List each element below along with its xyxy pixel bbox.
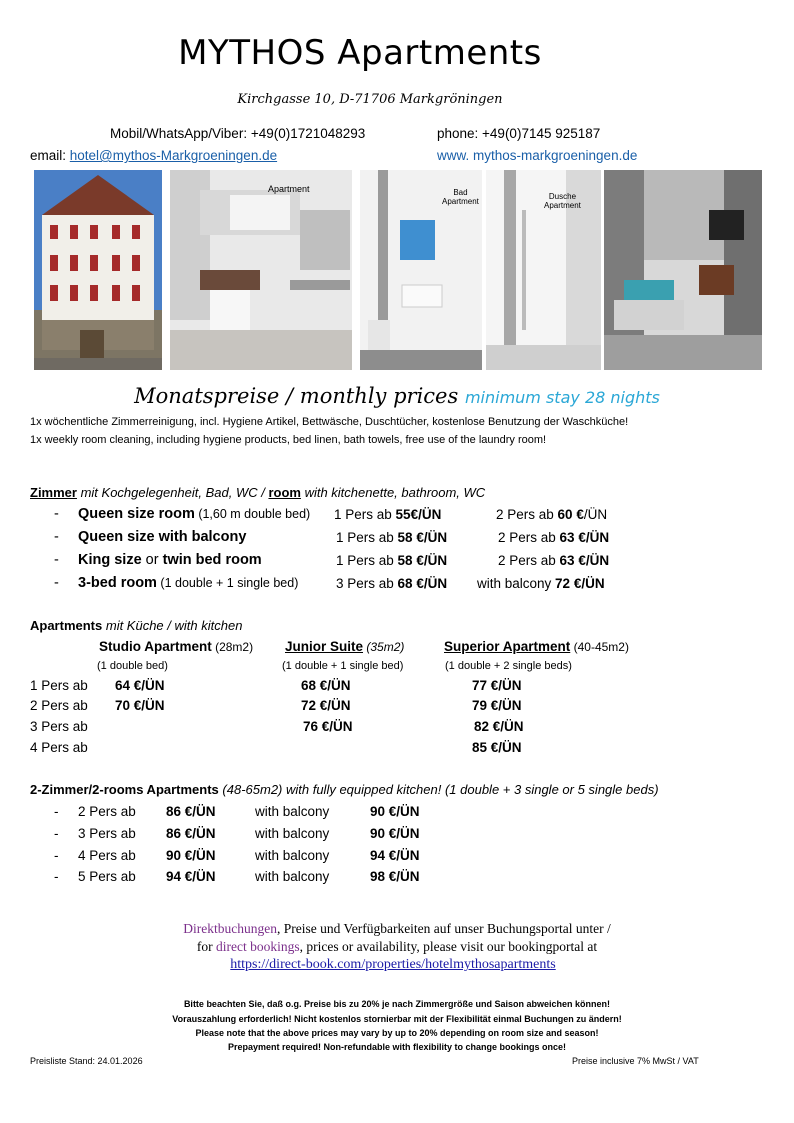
apt-price-superior: 77 €/ÜN bbox=[472, 678, 522, 693]
studio-beds: (1 double bed) bbox=[97, 660, 168, 672]
booking-line-en: for direct bookings, prices or availability, please visit our bookingportal at bbox=[196, 939, 598, 954]
info-en: 1x weekly room cleaning, including hygiene products, bed linen, bath towels, free use of the laundry room! bbox=[30, 434, 547, 446]
dusche-label: Dusche Apartment bbox=[544, 192, 581, 210]
email-row bbox=[30, 148, 277, 163]
email-link[interactable]: hotel@mythos-Markgroeningen.de bbox=[69, 148, 278, 163]
superior-header: Superior Apartment (40-45m2) bbox=[444, 639, 629, 654]
room-price-1: 1 Pers ab 58 €/ÜN bbox=[336, 553, 448, 568]
note-line: Vorauszahlung erforderlich! Nicht kostenlos stornierbar mit der Flexibilität einmal Buchungen zu ändern! bbox=[172, 1014, 622, 1024]
room-name: 3-bed room (1 double + 1 single bed) bbox=[78, 575, 299, 591]
bathroom-photo bbox=[360, 170, 482, 370]
two-room-balcony-label: with balcony bbox=[255, 869, 330, 884]
note-line: Bitte beachten Sie, daß o.g. Preise bis zu 20% je nach Zimmergröße und Saison abweichen können! bbox=[183, 999, 611, 1009]
website-link[interactable]: www. mythos-markgroeningen.de bbox=[437, 148, 638, 163]
two-room-balcony-price: 90 €/ÜN bbox=[370, 826, 420, 841]
footer-date: Preisliste Stand: 24.01.2026 bbox=[30, 1056, 143, 1066]
bad-label: Bad Apartment bbox=[442, 188, 479, 206]
room-price-2: 2 Pers ab 63 €/ÜN bbox=[498, 530, 610, 545]
two-room-bullet: - bbox=[54, 848, 59, 863]
room-name: Queen size room (1,60 m double bed) bbox=[78, 506, 311, 522]
room-row: - bbox=[54, 552, 59, 568]
room-price-2: 2 Pers ab 63 €/ÜN bbox=[498, 553, 610, 568]
room-row: - bbox=[54, 529, 59, 545]
apt-price-superior: 82 €/ÜN bbox=[474, 719, 524, 734]
room-name: King size or twin bed room bbox=[78, 552, 262, 568]
address: Kirchgasse 10, D-71706 Markgröningen bbox=[237, 92, 503, 107]
two-room-balcony-price: 90 €/ÜN bbox=[370, 804, 420, 819]
two-room-price: 94 €/ÜN bbox=[166, 869, 216, 884]
phone-number: phone: +49(0)7145 925187 bbox=[437, 126, 601, 141]
two-room-balcony-price: 98 €/ÜN bbox=[370, 869, 420, 884]
two-room-price: 86 €/ÜN bbox=[166, 826, 216, 841]
junior-beds: (1 double + 1 single bed) bbox=[282, 660, 404, 672]
two-rooms-heading: 2-Zimmer/2-rooms Apartments (48-65m2) with fully equipped kitchen! (1 double + 3 single or 5 single beds) bbox=[30, 782, 659, 797]
two-room-balcony-label: with balcony bbox=[255, 826, 330, 841]
apt-row-label: 1 Pers ab bbox=[30, 678, 88, 693]
room-price-2: 2 Pers ab 60 €/ÜN bbox=[496, 507, 608, 522]
booking-line-de: Direktbuchungen, Preise und Verfügbarkeiten auf unser Buchungsportal unter / bbox=[183, 921, 611, 936]
building-photo bbox=[34, 170, 162, 370]
page-title: MYTHOS Apartments bbox=[178, 33, 542, 73]
apartment-label: Apartment bbox=[268, 184, 310, 194]
two-room-label: 3 Pers ab bbox=[78, 826, 136, 841]
room-price-2: with balcony 72 €/ÜN bbox=[477, 576, 605, 591]
junior-header: Junior Suite (35m2) bbox=[285, 639, 405, 654]
two-room-bullet: - bbox=[54, 804, 59, 819]
studio-header: Studio Apartment (28m2) bbox=[99, 639, 254, 654]
booking-url-link[interactable]: https://direct-book.com/properties/hotelmythosapartments bbox=[230, 957, 556, 972]
email-label: email: bbox=[30, 148, 67, 163]
two-room-price: 86 €/ÜN bbox=[166, 804, 216, 819]
room-row: - bbox=[54, 575, 59, 591]
prices-title: Monatspreise / monthly prices minimum stay 28 nights bbox=[134, 384, 660, 408]
note-line: Please note that the above prices may vary by up to 20% depending on room size and season! bbox=[195, 1028, 599, 1038]
room-price-1: 3 Pers ab 68 €/ÜN bbox=[336, 576, 448, 591]
mobile-number: Mobil/WhatsApp/Viber: +49(0)1721048293 bbox=[110, 126, 366, 141]
rooms-heading: Zimmer mit Kochgelegenheit, Bad, WC / room with kitchenette, bathroom, WC bbox=[30, 485, 486, 500]
two-room-label: 2 Pers ab bbox=[78, 804, 136, 819]
apt-price-junior: 76 €/ÜN bbox=[303, 719, 353, 734]
room-name: Queen size with balcony bbox=[78, 529, 247, 545]
apt-row-label: 3 Pers ab bbox=[30, 719, 88, 734]
apt-row-label: 4 Pers ab bbox=[30, 740, 88, 755]
apt-price-superior: 79 €/ÜN bbox=[472, 698, 522, 713]
shower-photo bbox=[486, 170, 601, 370]
apartment-photo bbox=[170, 170, 352, 370]
apt-price-junior: 68 €/ÜN bbox=[301, 678, 351, 693]
two-room-label: 5 Pers ab bbox=[78, 869, 136, 884]
two-room-balcony-label: with balcony bbox=[255, 804, 330, 819]
superior-beds: (1 double + 2 single beds) bbox=[445, 660, 572, 672]
room-row: - bbox=[54, 506, 59, 522]
min-stay: minimum stay 28 nights bbox=[464, 388, 660, 407]
living-room-photo bbox=[604, 170, 762, 370]
apt-price-studio: 64 €/ÜN bbox=[115, 678, 165, 693]
two-room-price: 90 €/ÜN bbox=[166, 848, 216, 863]
two-room-bullet: - bbox=[54, 826, 59, 841]
apt-price-superior: 85 €/ÜN bbox=[472, 740, 522, 755]
two-room-bullet: - bbox=[54, 869, 59, 884]
info-de: 1x wöchentliche Zimmerreinigung, incl. Hygiene Artikel, Bettwäsche, Duschtücher, kostenlose Benutzung der Waschküche! bbox=[30, 416, 629, 428]
apt-price-studio: 70 €/ÜN bbox=[115, 698, 165, 713]
note-line: Prepayment required! Non-refundable with flexibility to change bookings once! bbox=[227, 1042, 567, 1052]
room-price-1: 1 Pers ab 55€/ÜN bbox=[334, 507, 442, 522]
footer-vat: Preise inclusive 7% MwSt / VAT bbox=[572, 1056, 699, 1066]
room-price-1: 1 Pers ab 58 €/ÜN bbox=[336, 530, 448, 545]
two-room-label: 4 Pers ab bbox=[78, 848, 136, 863]
two-room-balcony-price: 94 €/ÜN bbox=[370, 848, 420, 863]
apt-row-label: 2 Pers ab bbox=[30, 698, 88, 713]
two-room-balcony-label: with balcony bbox=[255, 848, 330, 863]
apt-price-junior: 72 €/ÜN bbox=[301, 698, 351, 713]
apartments-heading: Apartments mit Küche / with kitchen bbox=[30, 618, 243, 633]
